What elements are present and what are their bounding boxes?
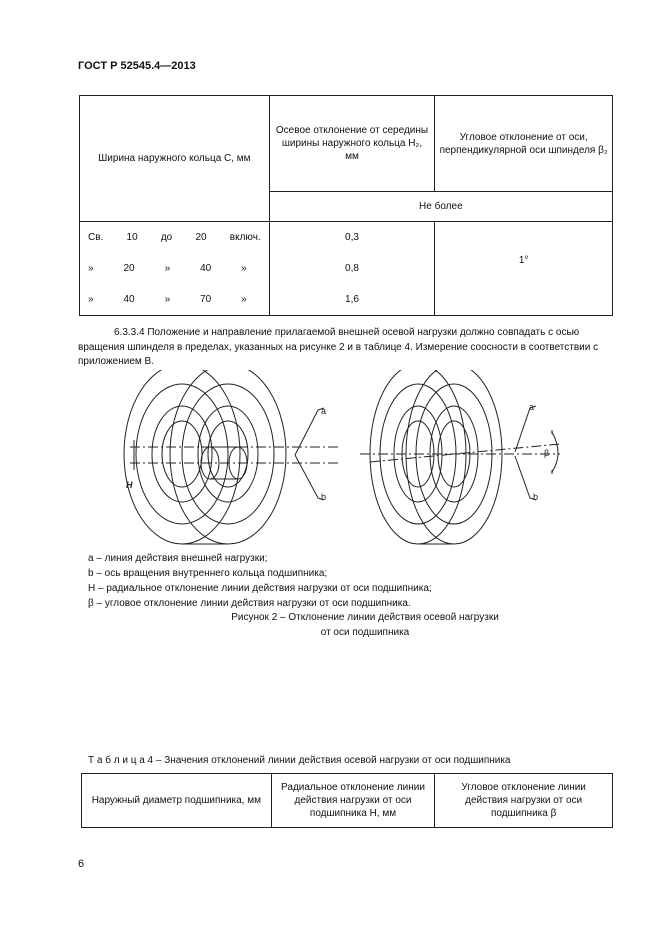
figure-caption: Рисунок 2 – Отклонение линии действия осевой нагрузки от оси подшипника: [231, 612, 499, 638]
table-row: » 40 » 70 »: [88, 294, 247, 305]
legend-item: β – угловое отклонение линии действия нагрузки от оси подшипника.: [88, 598, 411, 609]
table-row: Св. 10 до 20 включ.: [88, 232, 261, 243]
label-h: H: [126, 480, 133, 490]
header-outer-ring-width: Ширина наружного кольца С, мм: [80, 96, 270, 222]
header-radial-deviation: Радиальное отклонение линии действия нагрузки от оси подшипника H, мм: [271, 774, 435, 828]
header-outer-diameter: Наружный диаметр подшипника, мм: [82, 774, 272, 828]
table4-title: Т а б л и ц а 4 – Значения отклонений линии действия осевой нагрузки от оси подшипника: [88, 755, 511, 766]
legend-item: а – линия действия внешней нагрузки;: [88, 553, 268, 564]
section-paragraph: 6.3.3.4 Положение и направление прилагаемой внешней осевой нагрузки должно совпадать с осью вращения шпинделя в пределах, указанных на рисунке 2 и в таблице 4. Измерение соосности в соответствии с приложением В.: [78, 327, 599, 367]
load-deviation-table: [81, 773, 613, 828]
label-b-right: b: [533, 492, 539, 502]
bearing-deviation-figure: [120, 370, 580, 555]
document-code: ГОСТ Р 52545.4—2013: [78, 60, 196, 72]
angular-value: 1°: [435, 222, 613, 316]
subheader-max: Не более: [269, 192, 612, 222]
axial-values: [269, 222, 435, 316]
right-bearing-drawing: [360, 370, 560, 544]
header-angular-load-deviation: Угловое отклонение линии действия нагрузки от оси подшипника β: [435, 774, 613, 828]
left-bearing-drawing: [124, 370, 340, 544]
header-angular-deviation: Угловое отклонение от оси, перпендикулярной оси шпинделя β₂: [435, 96, 613, 192]
label-b-left: b: [321, 492, 327, 502]
header-axial-deviation: Осевое отклонение от середины ширины наружного кольца H₂, мм: [269, 96, 435, 192]
label-beta: β: [544, 448, 550, 458]
label-a-right: a: [529, 402, 535, 412]
legend-item: b – ось вращения внутреннего кольца подшипника;: [88, 568, 328, 579]
figure-legend: [88, 551, 432, 611]
width-ranges: [80, 222, 270, 316]
label-a-left: a: [321, 406, 327, 416]
page-number: 6: [78, 858, 85, 870]
axial-value: 1,6: [345, 294, 359, 305]
axial-value: 0,3: [345, 232, 359, 243]
tolerance-table: [79, 95, 613, 316]
table-row: » 20 » 40 »: [88, 263, 247, 274]
axial-value: 0,8: [345, 263, 359, 274]
legend-item: H – радиальное отклонение линии действия нагрузки от оси подшипника;: [88, 583, 432, 594]
